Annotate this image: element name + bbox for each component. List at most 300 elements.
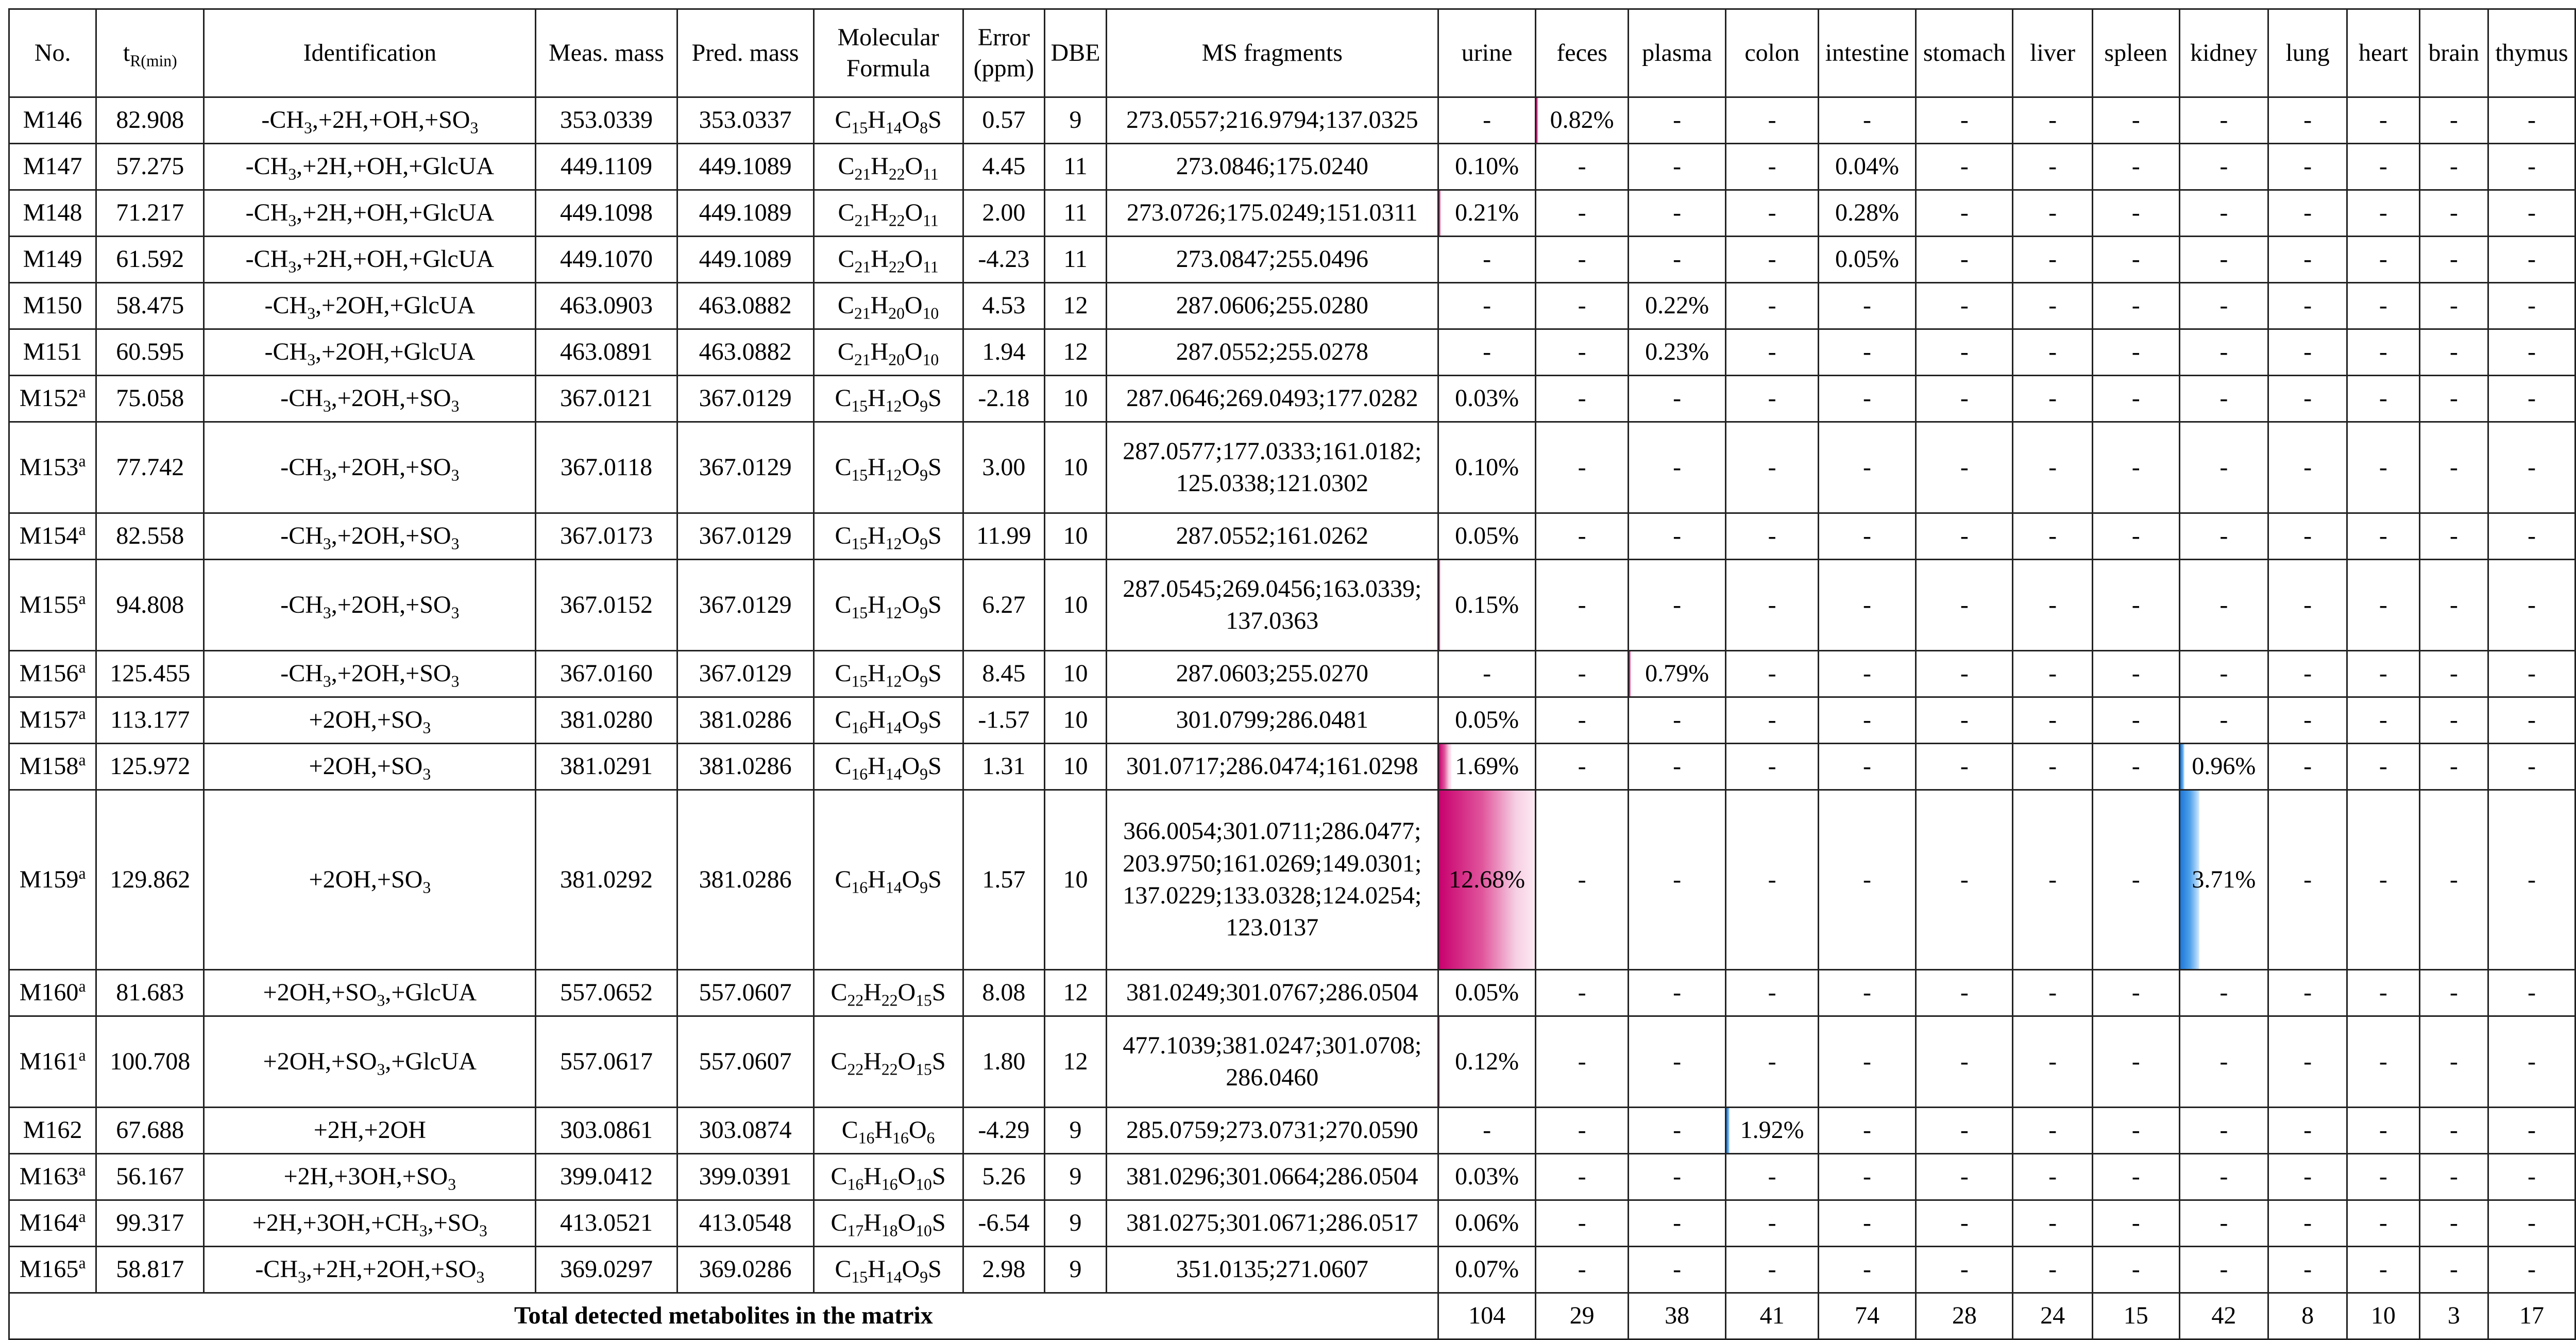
cell-pred-mass: 449.1089 — [677, 144, 814, 190]
cell-pred-mass: 367.0129 — [677, 513, 814, 560]
table-row — [9, 560, 2575, 651]
metabolite-id: M155 — [19, 591, 79, 618]
cell-heart: - — [2347, 1200, 2419, 1247]
cell-feces: - — [1536, 560, 1628, 651]
cell-lung: - — [2268, 1016, 2347, 1108]
total-thymus: 17 — [2488, 1293, 2575, 1339]
cell-identification: $-CH_3,+2H,+OH,+GlcUA$ — [204, 144, 536, 190]
cell-colon: - — [1726, 376, 1818, 422]
cell-ms-fragments: 287.0646;269.0493;177.0282 — [1106, 376, 1438, 422]
cell-pred-mass: 367.0129 — [677, 560, 814, 651]
cell-molecular-formula: $C_{16}H_{14}O_9S$ — [814, 790, 963, 970]
cell-stomach: - — [1916, 144, 2013, 190]
header-urine: urine — [1438, 9, 1536, 97]
cell-molecular-formula: $C_{21}H_{20}O_{10}$ — [814, 283, 963, 329]
cell-colon: - — [1726, 1200, 1818, 1247]
cell-kidney: - — [2179, 329, 2268, 376]
header-retention-time — [96, 9, 204, 97]
cell-error: 8.45 — [963, 651, 1045, 697]
cell-liver: - — [2013, 1154, 2092, 1200]
cell-ms-fragments: 366.0054;301.0711;286.0477; 203.9750;161.0269;149.0301; 137.0229;133.0328;124.0254; 123.0137 — [1106, 790, 1438, 970]
cell-liver: - — [2013, 376, 2092, 422]
cell-pred-mass: 413.0548 — [677, 1200, 814, 1247]
cell-lung: - — [2268, 560, 2347, 651]
cell-brain: - — [2419, 1200, 2488, 1247]
cell-urine: 0.05% — [1438, 697, 1536, 744]
header-identification: Identification — [204, 9, 536, 97]
cell-dbe: 10 — [1045, 560, 1107, 651]
cell-retention-time: 60.595 — [96, 329, 204, 376]
cell-stomach: - — [1916, 376, 2013, 422]
cell-error: 1.80 — [963, 1016, 1045, 1108]
cell-spleen: - — [2092, 970, 2179, 1016]
cell-dbe: 10 — [1045, 697, 1107, 744]
cell-urine: 0.10% — [1438, 144, 1536, 190]
cell-feces: - — [1536, 283, 1628, 329]
total-feces: 29 — [1536, 1293, 1628, 1339]
cell-brain: - — [2419, 1154, 2488, 1200]
metabolite-note-mark: a — [78, 589, 86, 608]
cell-feces: - — [1536, 1016, 1628, 1108]
cell-urine: 0.03% — [1438, 376, 1536, 422]
cell-thymus: - — [2488, 376, 2575, 422]
table-row — [9, 790, 2575, 970]
cell-urine: 0.07% — [1438, 1247, 1536, 1293]
metabolite-id: M161 — [19, 1047, 79, 1075]
cell-meas-mass: 449.1098 — [536, 190, 677, 237]
cell-plasma: - — [1628, 1108, 1726, 1154]
metabolite-note-mark: a — [78, 751, 86, 769]
cell-dbe: 12 — [1045, 283, 1107, 329]
header-heart: heart — [2347, 9, 2419, 97]
cell-pred-mass: 381.0286 — [677, 744, 814, 790]
cell-spleen: - — [2092, 1154, 2179, 1200]
cell-error: -6.54 — [963, 1200, 1045, 1247]
cell-kidney — [2179, 790, 2268, 970]
cell-ms-fragments: 285.0759;273.0731;270.0590 — [1106, 1108, 1438, 1154]
cell-urine — [1438, 1016, 1536, 1108]
cell-heart: - — [2347, 1154, 2419, 1200]
cell-thymus: - — [2488, 237, 2575, 283]
metabolites-table — [8, 8, 2576, 1340]
cell-error: 3.00 — [963, 422, 1045, 513]
cell-colon: - — [1726, 329, 1818, 376]
cell-dbe: 10 — [1045, 513, 1107, 560]
cell-kidney: - — [2179, 1247, 2268, 1293]
abundance-bar — [1439, 1017, 1440, 1107]
abundance-value: 3.71% — [2192, 865, 2256, 893]
cell-intestine: - — [1818, 376, 1916, 422]
cell-brain: - — [2419, 329, 2488, 376]
cell-retention-time: 56.167 — [96, 1154, 204, 1200]
cell-retention-time: 57.275 — [96, 144, 204, 190]
table-wrapper — [8, 8, 2576, 1340]
cell-colon: - — [1726, 560, 1818, 651]
cell-colon: - — [1726, 651, 1818, 697]
cell-intestine: - — [1818, 697, 1916, 744]
cell-liver: - — [2013, 697, 2092, 744]
cell-error: 1.94 — [963, 329, 1045, 376]
cell-lung: - — [2268, 697, 2347, 744]
cell-no — [9, 376, 96, 422]
cell-dbe: 9 — [1045, 1108, 1107, 1154]
cell-plasma: - — [1628, 144, 1726, 190]
cell-brain: - — [2419, 697, 2488, 744]
abundance-value: 0.15% — [1455, 591, 1519, 618]
cell-error: 8.08 — [963, 970, 1045, 1016]
cell-feces: - — [1536, 237, 1628, 283]
table-row — [9, 513, 2575, 560]
cell-liver: - — [2013, 1016, 2092, 1108]
cell-colon: - — [1726, 1247, 1818, 1293]
metabolite-id: M147 — [23, 153, 82, 180]
cell-no — [9, 560, 96, 651]
metabolite-id: M152 — [19, 384, 79, 412]
total-kidney: 42 — [2179, 1293, 2268, 1339]
table-row — [9, 1108, 2575, 1154]
cell-urine: 0.05% — [1438, 970, 1536, 1016]
cell-molecular-formula: $C_{15}H_{14}O_9S$ — [814, 1247, 963, 1293]
cell-lung: - — [2268, 790, 2347, 970]
cell-heart: - — [2347, 697, 2419, 744]
cell-brain: - — [2419, 237, 2488, 283]
cell-pred-mass: 449.1089 — [677, 237, 814, 283]
cell-lung: - — [2268, 237, 2347, 283]
cell-meas-mass: 463.0903 — [536, 283, 677, 329]
cell-spleen: - — [2092, 651, 2179, 697]
cell-brain: - — [2419, 1247, 2488, 1293]
cell-pred-mass: 463.0882 — [677, 329, 814, 376]
cell-no — [9, 744, 96, 790]
table-row — [9, 97, 2575, 144]
cell-brain: - — [2419, 513, 2488, 560]
cell-kidney: - — [2179, 651, 2268, 697]
header-feces: feces — [1536, 9, 1628, 97]
cell-intestine: - — [1818, 283, 1916, 329]
cell-stomach: - — [1916, 190, 2013, 237]
cell-meas-mass: 303.0861 — [536, 1108, 677, 1154]
cell-thymus: - — [2488, 790, 2575, 970]
cell-lung: - — [2268, 1108, 2347, 1154]
cell-spleen: - — [2092, 1108, 2179, 1154]
cell-pred-mass: 463.0882 — [677, 283, 814, 329]
metabolite-note-mark: a — [78, 1254, 86, 1272]
cell-stomach: - — [1916, 422, 2013, 513]
cell-pred-mass: 367.0129 — [677, 651, 814, 697]
header-error-line1: Error — [977, 24, 1030, 51]
abundance-value: 1.92% — [1740, 1116, 1804, 1144]
cell-retention-time: 58.475 — [96, 283, 204, 329]
cell-thymus: - — [2488, 560, 2575, 651]
abundance-value: 0.82% — [1550, 106, 1614, 134]
cell-no — [9, 1247, 96, 1293]
cell-plasma: 0.23% — [1628, 329, 1726, 376]
abundance-bar — [1536, 98, 1538, 143]
metabolite-note-mark: a — [78, 383, 86, 401]
cell-brain: - — [2419, 283, 2488, 329]
cell-no — [9, 329, 96, 376]
metabolite-id: M158 — [19, 752, 79, 780]
cell-urine: 0.05% — [1438, 513, 1536, 560]
cell-spleen: - — [2092, 790, 2179, 970]
cell-thymus: - — [2488, 283, 2575, 329]
cell-thymus: - — [2488, 1108, 2575, 1154]
cell-kidney: - — [2179, 697, 2268, 744]
cell-no — [9, 1154, 96, 1200]
cell-plasma — [1628, 651, 1726, 697]
cell-colon: - — [1726, 1154, 1818, 1200]
cell-lung: - — [2268, 744, 2347, 790]
cell-ms-fragments: 477.1039;381.0247;301.0708; 286.0460 — [1106, 1016, 1438, 1108]
cell-heart: - — [2347, 144, 2419, 190]
cell-spleen: - — [2092, 744, 2179, 790]
cell-meas-mass: 381.0291 — [536, 744, 677, 790]
cell-molecular-formula: $C_{15}H_{12}O_9S$ — [814, 422, 963, 513]
header-formula-line1: Molecular — [837, 24, 939, 51]
cell-meas-mass: 449.1109 — [536, 144, 677, 190]
cell-brain: - — [2419, 790, 2488, 970]
cell-brain: - — [2419, 651, 2488, 697]
abundance-bar — [1726, 1108, 1729, 1153]
cell-colon: - — [1726, 1016, 1818, 1108]
cell-error: 11.99 — [963, 513, 1045, 560]
cell-heart: - — [2347, 970, 2419, 1016]
cell-meas-mass: 367.0160 — [536, 651, 677, 697]
cell-brain: - — [2419, 97, 2488, 144]
cell-intestine: 0.05% — [1818, 237, 1916, 283]
header-plasma: plasma — [1628, 9, 1726, 97]
cell-stomach: - — [1916, 560, 2013, 651]
metabolite-id: M162 — [23, 1116, 82, 1144]
cell-dbe: 12 — [1045, 329, 1107, 376]
cell-spleen: - — [2092, 144, 2179, 190]
table-row — [9, 1247, 2575, 1293]
cell-liver: - — [2013, 190, 2092, 237]
cell-error: 4.53 — [963, 283, 1045, 329]
cell-pred-mass: 399.0391 — [677, 1154, 814, 1200]
cell-pred-mass: 369.0286 — [677, 1247, 814, 1293]
metabolite-note-mark: a — [78, 977, 86, 996]
cell-molecular-formula: $C_{15}H_{12}O_9S$ — [814, 376, 963, 422]
header-kidney: kidney — [2179, 9, 2268, 97]
cell-thymus: - — [2488, 697, 2575, 744]
cell-stomach: - — [1916, 697, 2013, 744]
cell-plasma: - — [1628, 970, 1726, 1016]
cell-no — [9, 513, 96, 560]
cell-intestine: - — [1818, 744, 1916, 790]
cell-identification: $-CH_3,+2OH,+SO_3$ — [204, 422, 536, 513]
cell-molecular-formula: $C_{15}H_{14}O_8S$ — [814, 97, 963, 144]
cell-kidney: - — [2179, 422, 2268, 513]
metabolite-note-mark: a — [78, 451, 86, 470]
cell-molecular-formula: $C_{21}H_{22}O_{11}$ — [814, 237, 963, 283]
cell-liver: - — [2013, 651, 2092, 697]
cell-error: 1.57 — [963, 790, 1045, 970]
cell-feces — [1536, 97, 1628, 144]
cell-spleen: - — [2092, 422, 2179, 513]
table-body — [9, 97, 2575, 1293]
cell-stomach: - — [1916, 744, 2013, 790]
cell-thymus: - — [2488, 329, 2575, 376]
cell-feces: - — [1536, 513, 1628, 560]
cell-urine — [1438, 190, 1536, 237]
cell-brain: - — [2419, 422, 2488, 513]
cell-lung: - — [2268, 190, 2347, 237]
header-row — [9, 9, 2575, 97]
total-plasma: 38 — [1628, 1293, 1726, 1339]
cell-liver: - — [2013, 513, 2092, 560]
table-row — [9, 970, 2575, 1016]
metabolite-id: M151 — [23, 338, 82, 366]
cell-ms-fragments: 273.0846;175.0240 — [1106, 144, 1438, 190]
cell-liver: - — [2013, 970, 2092, 1016]
cell-identification: +2H,+2OH — [204, 1108, 536, 1154]
cell-ms-fragments: 273.0726;175.0249;151.0311 — [1106, 190, 1438, 237]
cell-kidney: - — [2179, 144, 2268, 190]
cell-meas-mass: 367.0121 — [536, 376, 677, 422]
cell-lung: - — [2268, 144, 2347, 190]
cell-dbe: 9 — [1045, 97, 1107, 144]
cell-brain: - — [2419, 1016, 2488, 1108]
abundance-bar — [1439, 191, 1441, 236]
total-brain: 3 — [2419, 1293, 2488, 1339]
cell-dbe: 10 — [1045, 422, 1107, 513]
cell-feces: - — [1536, 376, 1628, 422]
table-row — [9, 283, 2575, 329]
cell-feces: - — [1536, 1108, 1628, 1154]
cell-urine: - — [1438, 283, 1536, 329]
cell-meas-mass: 367.0152 — [536, 560, 677, 651]
metabolite-id: M146 — [23, 106, 82, 134]
metabolite-id: M149 — [23, 245, 82, 273]
cell-kidney: - — [2179, 560, 2268, 651]
header-formula-line2: Formula — [846, 55, 930, 82]
cell-no — [9, 1108, 96, 1154]
header-error-line2: (ppm) — [973, 55, 1034, 82]
cell-pred-mass: 557.0607 — [677, 1016, 814, 1108]
cell-feces: - — [1536, 970, 1628, 1016]
header-no: No. — [9, 9, 96, 97]
cell-urine — [1438, 560, 1536, 651]
cell-retention-time: 100.708 — [96, 1016, 204, 1108]
cell-identification: $+2OH,+SO_3$ — [204, 697, 536, 744]
cell-retention-time: 81.683 — [96, 970, 204, 1016]
cell-identification: $-CH_3,+2H,+OH,+SO_3$ — [204, 97, 536, 144]
cell-pred-mass: 367.0129 — [677, 422, 814, 513]
cell-identification: $-CH_3,+2H,+OH,+GlcUA$ — [204, 237, 536, 283]
cell-dbe: 10 — [1045, 744, 1107, 790]
metabolite-id: M157 — [19, 706, 79, 734]
cell-colon: - — [1726, 790, 1818, 970]
cell-colon: - — [1726, 283, 1818, 329]
cell-intestine: - — [1818, 1016, 1916, 1108]
total-stomach: 28 — [1916, 1293, 2013, 1339]
cell-molecular-formula: $C_{17}H_{18}O_{10}S$ — [814, 1200, 963, 1247]
cell-feces: - — [1536, 744, 1628, 790]
cell-feces: - — [1536, 1247, 1628, 1293]
cell-intestine: 0.28% — [1818, 190, 1916, 237]
abundance-value: 0.12% — [1455, 1047, 1519, 1075]
cell-molecular-formula: $C_{16}H_{14}O_9S$ — [814, 744, 963, 790]
cell-retention-time: 99.317 — [96, 1200, 204, 1247]
cell-ms-fragments: 287.0577;177.0333;161.0182; 125.0338;121.0302 — [1106, 422, 1438, 513]
cell-heart: - — [2347, 1247, 2419, 1293]
metabolite-id: M165 — [19, 1255, 79, 1283]
cell-identification: $-CH_3,+2OH,+GlcUA$ — [204, 283, 536, 329]
cell-no — [9, 283, 96, 329]
cell-plasma: - — [1628, 1154, 1726, 1200]
metabolite-note-mark: a — [78, 1208, 86, 1226]
cell-ms-fragments: 287.0552;161.0262 — [1106, 513, 1438, 560]
cell-stomach: - — [1916, 329, 2013, 376]
abundance-bar — [2180, 744, 2184, 789]
cell-heart: - — [2347, 190, 2419, 237]
cell-stomach: - — [1916, 1247, 2013, 1293]
cell-liver: - — [2013, 790, 2092, 970]
cell-lung: - — [2268, 283, 2347, 329]
cell-error: 1.31 — [963, 744, 1045, 790]
metabolite-id: M163 — [19, 1163, 79, 1191]
cell-liver: - — [2013, 283, 2092, 329]
cell-lung: - — [2268, 376, 2347, 422]
cell-identification: $+2OH,+SO_3,+GlcUA$ — [204, 1016, 536, 1108]
cell-retention-time: 82.908 — [96, 97, 204, 144]
header-error — [963, 9, 1045, 97]
cell-feces: - — [1536, 190, 1628, 237]
cell-ms-fragments: 301.0799;286.0481 — [1106, 697, 1438, 744]
cell-feces: - — [1536, 697, 1628, 744]
cell-intestine: - — [1818, 97, 1916, 144]
cell-kidney: - — [2179, 190, 2268, 237]
cell-feces: - — [1536, 144, 1628, 190]
cell-ms-fragments: 273.0847;255.0496 — [1106, 237, 1438, 283]
cell-kidney: - — [2179, 1154, 2268, 1200]
cell-kidney: - — [2179, 97, 2268, 144]
cell-liver: - — [2013, 422, 2092, 513]
cell-molecular-formula: $C_{22}H_{22}O_{15}S$ — [814, 1016, 963, 1108]
cell-plasma: - — [1628, 422, 1726, 513]
cell-feces: - — [1536, 1154, 1628, 1200]
cell-intestine: - — [1818, 1154, 1916, 1200]
cell-liver: - — [2013, 560, 2092, 651]
cell-urine — [1438, 790, 1536, 970]
cell-no — [9, 190, 96, 237]
cell-kidney: - — [2179, 970, 2268, 1016]
cell-heart: - — [2347, 422, 2419, 513]
cell-dbe: 10 — [1045, 376, 1107, 422]
metabolite-id: M160 — [19, 979, 79, 1007]
cell-retention-time: 58.817 — [96, 1247, 204, 1293]
cell-plasma: - — [1628, 560, 1726, 651]
total-row — [9, 1293, 2575, 1339]
header-meas-mass: Meas. mass — [536, 9, 677, 97]
cell-identification: $+2OH,+SO_3$ — [204, 790, 536, 970]
cell-error: -4.29 — [963, 1108, 1045, 1154]
cell-retention-time: 113.177 — [96, 697, 204, 744]
cell-urine: 0.03% — [1438, 1154, 1536, 1200]
table-row — [9, 237, 2575, 283]
total-intestine: 74 — [1818, 1293, 1916, 1339]
cell-meas-mass: 463.0891 — [536, 329, 677, 376]
total-colon: 41 — [1726, 1293, 1818, 1339]
cell-thymus: - — [2488, 744, 2575, 790]
cell-molecular-formula: $C_{21}H_{22}O_{11}$ — [814, 144, 963, 190]
cell-feces: - — [1536, 790, 1628, 970]
cell-identification: $+2H,+3OH,+CH_3,+SO_3$ — [204, 1200, 536, 1247]
cell-retention-time: 129.862 — [96, 790, 204, 970]
abundance-value: 1.69% — [1455, 752, 1519, 780]
cell-pred-mass: 381.0286 — [677, 790, 814, 970]
